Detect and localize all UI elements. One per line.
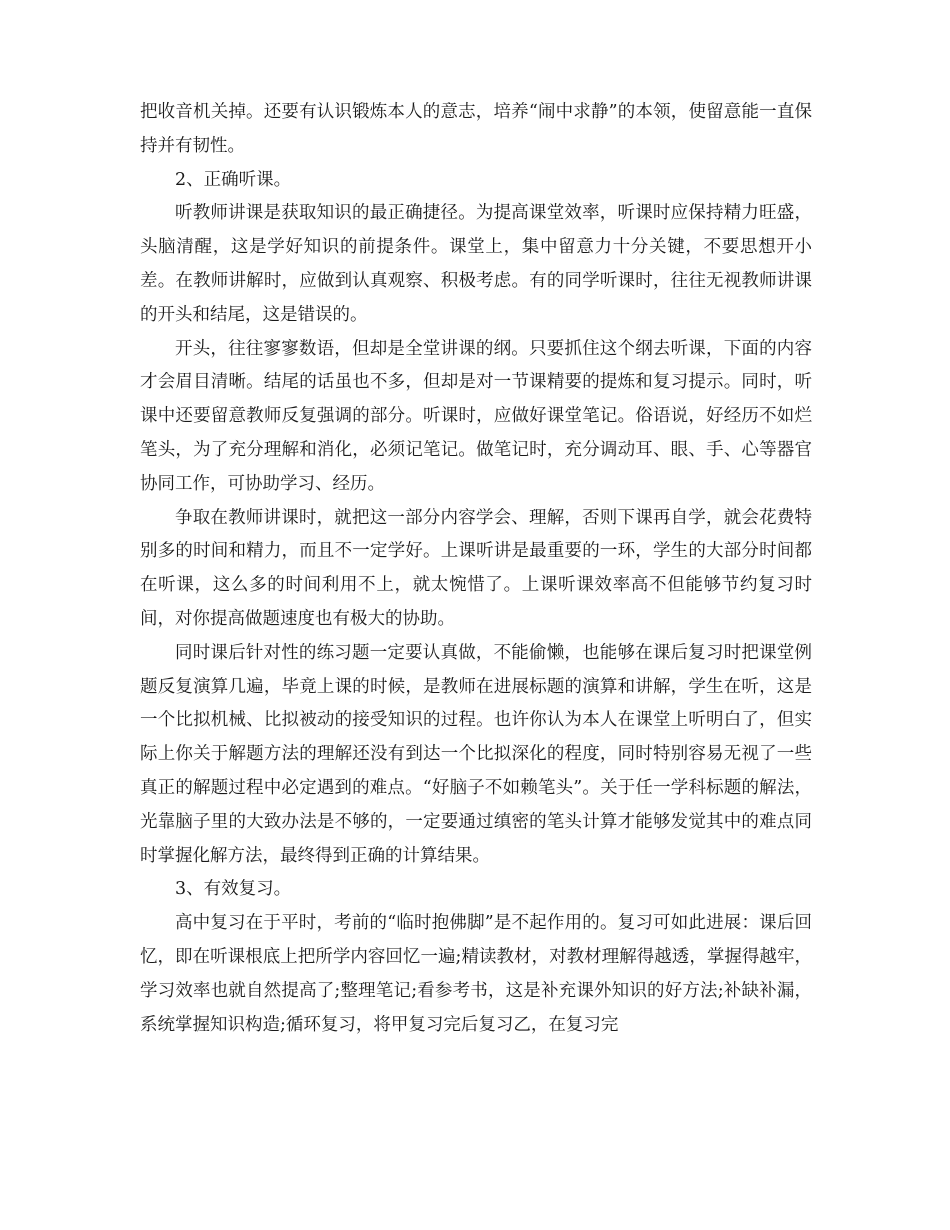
paragraph-3: 开头，往往寥寥数语，但却是全堂讲课的纲。只要抓住这个纲去听课，下面的内容才会眉目清晰。结尾的话虽也不多，但却是对一节课精要的提炼和复习提示。同时，听课中还要留意教师反复强调的部分。听课时，应做好课堂笔记。俗语说，好经历不如烂笔头，为了充分理解和消化，必须记笔记。做笔记时，充分调动耳、眼、手、心等器官协同工作，可协助学习、经历。 [140, 338, 812, 494]
paragraph-5: 同时课后针对性的练习题一定要认真做，不能偷懒，也能够在课后复习时把课堂例题反复演算几遍，毕竟上课的时候，是教师在进展标题的演算和讲解，学生在听，这是一个比拟机械、比拟被动的接受知识的过程。也许你认为本人在课堂上听明白了，但实际上你关于解题方法的理解还没有到达一个比拟深化的程度，同时特别容易无视了一些真正的解题过程中必定遇到的难点。“好脑子不如赖笔头”。关于任一学科标题的解法，光靠脑子里的大致办法是不够的，一定要通过缜密的笔头计算才能够发觉其中的难点同时掌握化解方法，最终得到正确的计算结果。 [140, 642, 812, 866]
paragraph-4: 争取在教师讲课时，就把这一部分内容学会、理解，否则下课再自学，就会花费特别多的时间和精力，而且不一定学好。上课听讲是最重要的一环，学生的大部分时间都在听课，这么多的时间利用不上，就太惋惜了。上课听课效率高不但能够节约复习时间，对你提高做题速度也有极大的协助。 [140, 507, 812, 629]
section-heading-review: 3、有效复习。 [175, 879, 292, 900]
paragraph-1: 把收音机关掉。还要有认识锻炼本人的意志，培养“闹中求静”的本领，使留意能一直保持并有韧性。 [140, 102, 812, 156]
paragraph-2: 听教师讲课是获取知识的最正确捷径。为提高课堂效率，听课时应保持精力旺盛，头脑清醒，这是学好知识的前提条件。课堂上，集中留意力十分关键，不要思想开小差。在教师讲解时，应做到认真观察、积极考虑。有的同学听课时，往往无视教师讲课的开头和结尾，这是错误的。 [140, 203, 812, 325]
section-heading-listening: 2、正确听课。 [175, 169, 292, 190]
document-body [140, 96, 812, 1042]
paragraph-6: 高中复习在于平时，考前的“临时抱佛脚”是不起作用的。复习可如此进展：课后回忆，即在听课根底上把所学内容回忆一遍;精读教材，对教材理解得越透，掌握得越牢，学习效率也就自然提高了;整理笔记;看参考书，这是补充课外知识的好方法;补缺补漏，系统掌握知识构造;循环复习，将甲复习完后复习乙，在复习完 [140, 913, 812, 1035]
